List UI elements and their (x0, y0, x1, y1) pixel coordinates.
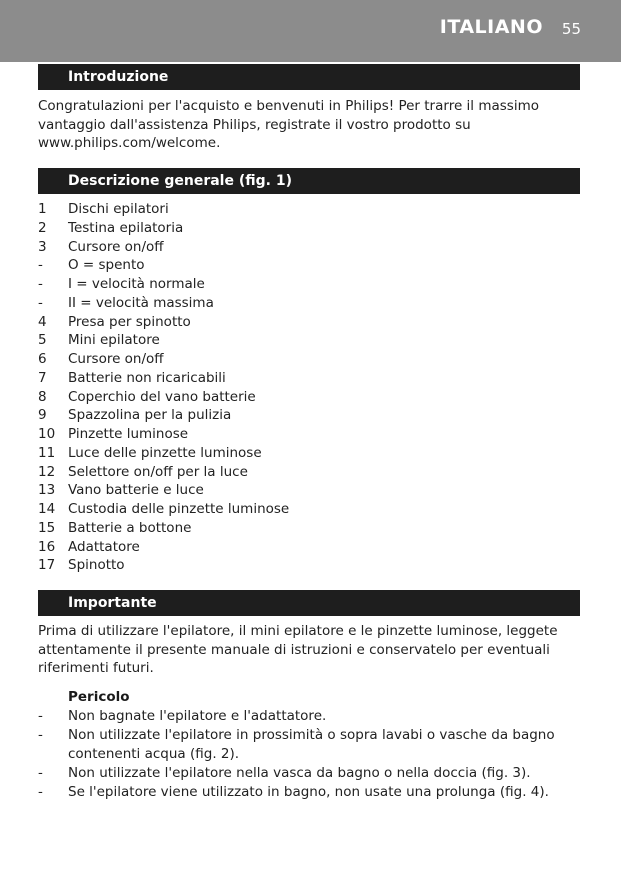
list-item-text: Batterie non ricaricabili (68, 369, 226, 386)
list-item-number: 17 (38, 557, 56, 574)
list-item-number: - (38, 294, 43, 311)
bullet-dash: - (38, 783, 43, 800)
list-item-number: 6 (38, 351, 47, 367)
list-item (38, 200, 578, 219)
list-item-number: 14 (38, 501, 56, 517)
list-item (38, 219, 578, 238)
list-item (38, 764, 578, 783)
list-item-number: 1 (38, 201, 47, 217)
list-item-text: Batterie a bottone (68, 519, 192, 536)
list-item (38, 425, 578, 444)
intro-paragraph: Congratulazioni per l'acquisto e benvenuti in Philips! Per trarre il massimo vantaggio dall'assistenza Philips, registrate il vostro prodotto su www.philips.com/welcome. (38, 98, 539, 151)
list-item-text: Presa per spinotto (68, 313, 191, 330)
list-item-text: Cursore on/off (68, 238, 164, 255)
list-item-number: 16 (38, 538, 56, 555)
list-item-text: II = velocità massima (68, 294, 214, 311)
list-item-number: 9 (38, 407, 47, 424)
bullet-text: Non utilizzate l'epilatore in prossimità o sopra lavabi o vasche da bagno contenenti acqua (fig. 2). (68, 727, 555, 762)
language-label: ITALIANO (439, 16, 543, 38)
list-item-text: O = spento (68, 257, 145, 274)
list-item-text: Mini epilatore (68, 332, 160, 349)
list-item (38, 369, 578, 388)
list-item-text: Pinzette luminose (68, 426, 189, 442)
section-heading-descrizione: Descrizione generale (fig. 1) (38, 168, 580, 194)
list-item-text: Adattatore (68, 538, 140, 555)
list-item (38, 350, 578, 369)
list-item (38, 294, 578, 313)
list-item (38, 406, 578, 425)
parts-list (38, 200, 578, 575)
list-item (38, 463, 578, 482)
list-item (38, 331, 578, 350)
bullet-dash: - (38, 764, 43, 781)
list-item (38, 707, 578, 726)
list-item-number: 13 (38, 482, 56, 499)
bullet-dash: - (38, 727, 43, 743)
bullet-text: Se l'epilatore viene utilizzato in bagno, non usate una prolunga (fig. 4). (68, 783, 549, 800)
list-item-number: 4 (38, 313, 47, 330)
danger-list (38, 707, 578, 802)
danger-heading: Pericolo (68, 689, 130, 705)
list-item-text: Coperchio del vano batterie (68, 388, 256, 405)
page-number: 55 (561, 20, 581, 38)
list-item (38, 726, 578, 763)
list-item-text: Spazzolina per la pulizia (68, 407, 232, 424)
page-header (0, 0, 621, 62)
list-item (38, 256, 578, 275)
list-item-number: - (38, 257, 43, 274)
list-item-number: - (38, 276, 43, 292)
list-item (38, 519, 578, 538)
list-item-text: Cursore on/off (68, 351, 164, 367)
bullet-text: Non utilizzate l'epilatore nella vasca da bagno o nella doccia (fig. 3). (68, 764, 531, 781)
bullet-dash: - (38, 708, 43, 724)
list-item (38, 444, 578, 463)
list-item-number: 5 (38, 332, 47, 349)
list-item-number: 2 (38, 219, 47, 236)
list-item-number: 10 (38, 426, 56, 442)
list-item-number: 3 (38, 238, 47, 255)
list-item (38, 783, 578, 802)
list-item-number: 7 (38, 369, 47, 386)
list-item-text: Luce delle pinzette luminose (68, 444, 262, 461)
list-item (38, 388, 578, 407)
list-item-text: Selettore on/off per la luce (68, 463, 248, 480)
list-item-text: Dischi epilatori (68, 201, 169, 217)
list-item (38, 238, 578, 257)
list-item-text: Vano batterie e luce (68, 482, 204, 499)
bullet-text: Non bagnate l'epilatore e l'adattatore. (68, 708, 327, 724)
list-item (38, 556, 578, 575)
list-item (38, 500, 578, 519)
section-heading-importante: Importante (38, 590, 580, 616)
list-item (38, 313, 578, 332)
list-item-text: Testina epilatoria (68, 219, 184, 236)
list-item (38, 538, 578, 557)
list-item-number: 11 (38, 444, 56, 461)
section-heading-introduzione: Introduzione (38, 64, 580, 90)
important-paragraph: Prima di utilizzare l'epilatore, il mini epilatore e le pinzette luminose, leggete attentamente il presente manuale di istruzioni e conservatelo per eventuali riferimenti futuri. (38, 623, 558, 676)
list-item-number: 8 (38, 388, 47, 405)
list-item-text: Spinotto (68, 557, 125, 574)
list-item-text: I = velocità normale (68, 276, 205, 292)
list-item (38, 275, 578, 294)
list-item (38, 481, 578, 500)
list-item-number: 15 (38, 519, 56, 536)
list-item-number: 12 (38, 463, 56, 480)
list-item-text: Custodia delle pinzette luminose (68, 501, 290, 517)
